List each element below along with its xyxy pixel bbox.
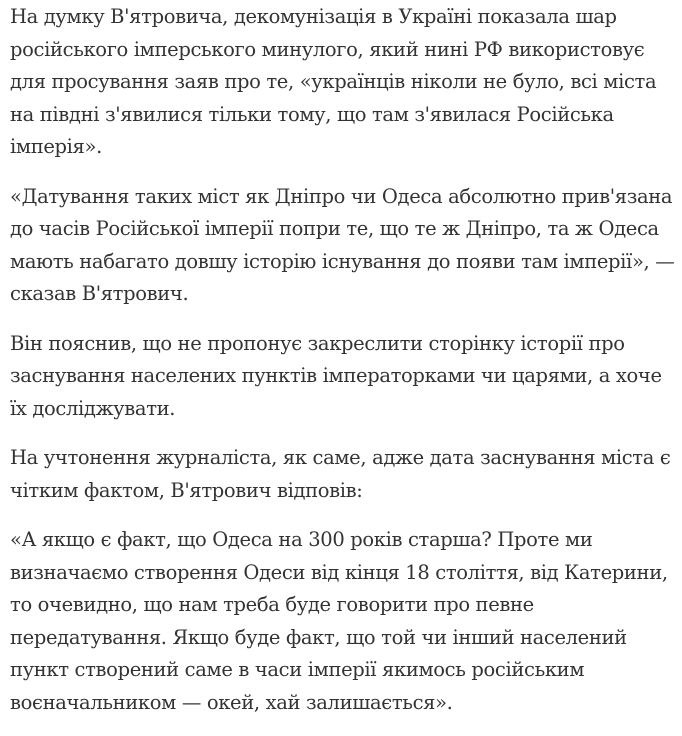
article-body <box>10 0 680 736</box>
article-paragraph-4: На учтонення журналіста, як саме, адже дата заснування міста є чітким фактом, В'ятрович відповів: <box>10 446 671 502</box>
article-paragraph-5: «А якщо є факт, що Одеса на 300 років старша? Проте ми визначаємо створення Одеси від кінця 18 століття, від Катерини, то очевидно, що нам треба буде говорити про певне передатування. Якщо буде факт, що той чи інший населений пункт створений саме в часи імперії якимось російським воєначальником — окей, хай залишається». <box>10 528 668 714</box>
article-paragraph-2: «Датування таких міст як Дніпро чи Одеса абсолютно прив'язана до часів Російської імперії попри те, що те ж Дніпро, та ж Одеса мають набагато довшу історію існування до появи там імперії», — сказав В'ятрович. <box>10 184 675 305</box>
article-paragraph-3: Він пояснив, що не пропонує закреслити сторінку історії про заснування населених пунктів імператорками чи царями, а хоче їх досліджувати. <box>10 331 662 420</box>
article-paragraph-1: На думку В'ятровича, декомунізація в Україні показала шар російського імперського минулого, який нині РФ використовує для просування заяв про те, «українців ніколи не було, всі міста на півдні з'явилися тільки тому, що там з'явилася Російська імперія». <box>10 5 657 158</box>
